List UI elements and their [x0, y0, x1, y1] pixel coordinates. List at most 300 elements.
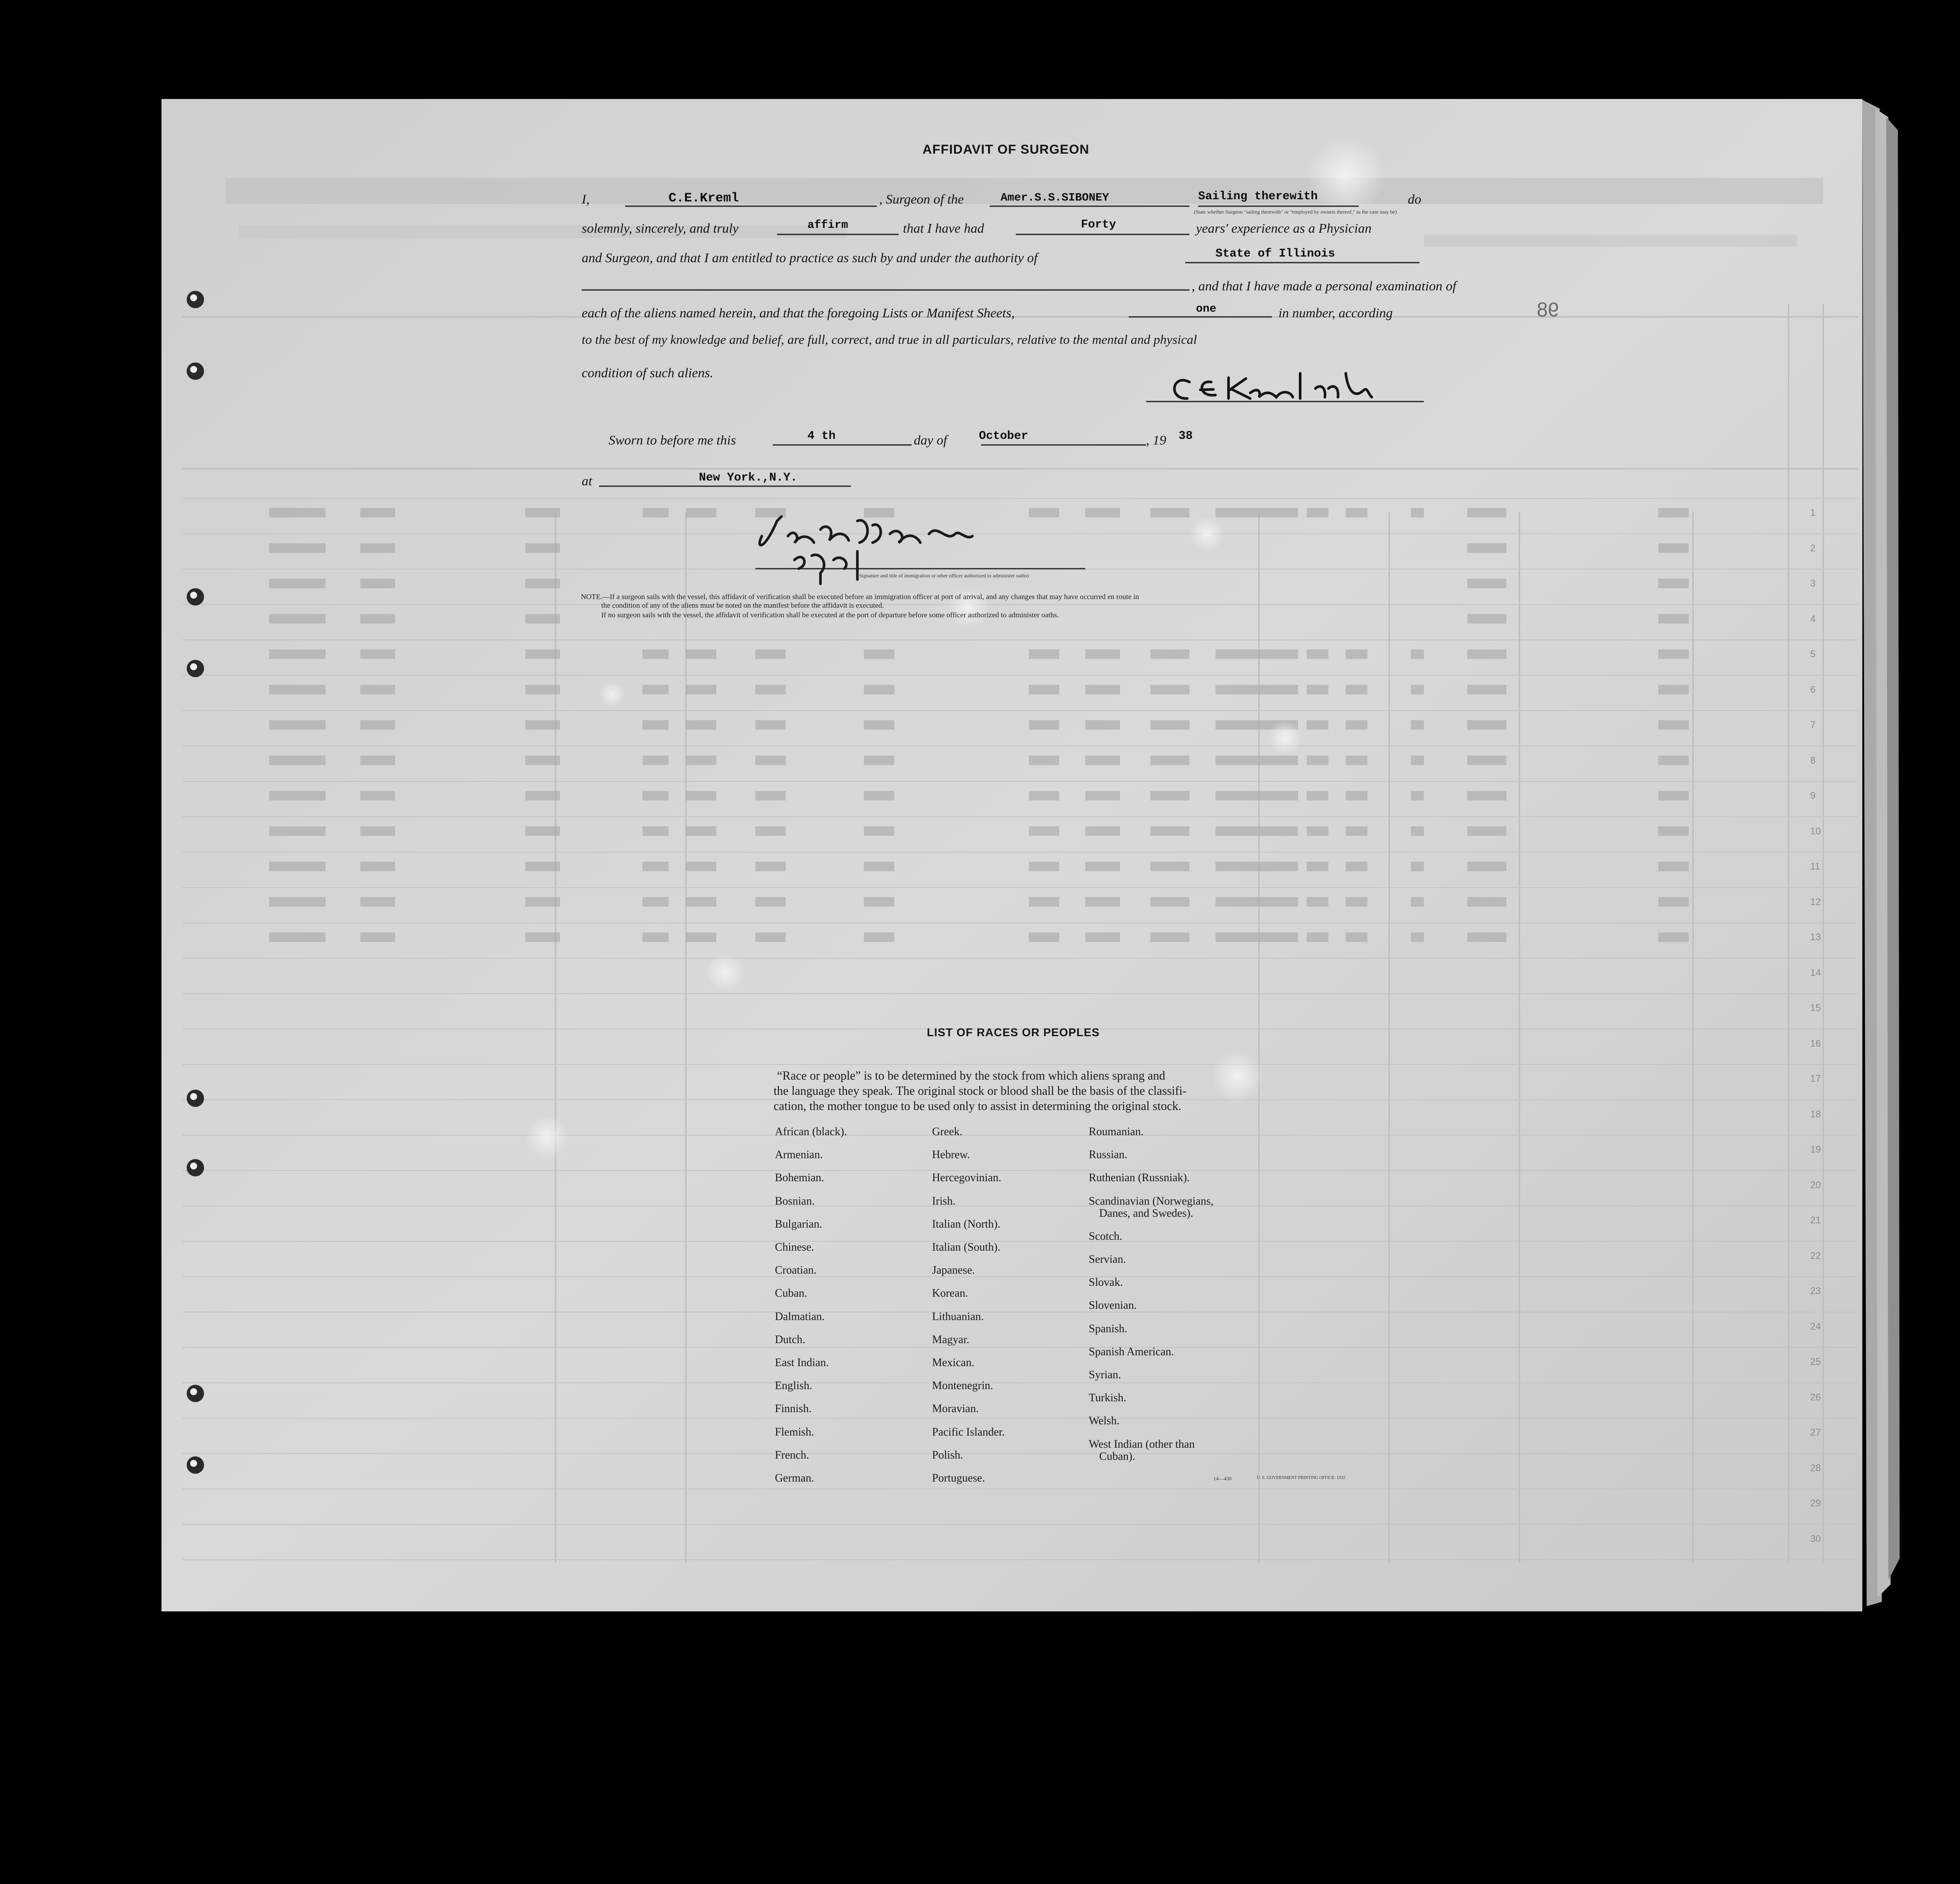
ghost-entry	[1411, 827, 1424, 836]
ghost-entry	[1085, 649, 1120, 659]
ghost-entry	[1029, 932, 1059, 942]
ghost-entry	[1346, 756, 1367, 765]
race-item: Montenegrin.	[932, 1379, 993, 1392]
sworn-month-value: October	[979, 430, 1028, 443]
ghost-entry	[1346, 649, 1367, 659]
years-value: Forty	[1081, 218, 1117, 231]
race-item: Russian.	[1089, 1148, 1127, 1161]
race-item: Scandinavian (Norwegians,	[1089, 1194, 1214, 1207]
race-item: Bosnian.	[775, 1194, 815, 1207]
ghost-entry	[1658, 508, 1689, 517]
ghost-entry	[360, 614, 395, 624]
ghost-entry	[1467, 685, 1506, 695]
race-item: Bohemian.	[775, 1171, 824, 1184]
ghost-entry	[1085, 897, 1120, 907]
ghost-entry	[864, 791, 894, 800]
ghost-entry	[1259, 685, 1298, 695]
ghost-entry	[269, 897, 326, 907]
ghost-entry	[642, 649, 669, 659]
ghost-entry	[269, 649, 326, 659]
ghost-entry	[864, 508, 894, 517]
race-item: Flemish.	[775, 1425, 814, 1438]
affidavit-heading: AFFIDAVIT OF SURGEON	[922, 142, 1090, 157]
race-item: Turkish.	[1089, 1391, 1127, 1404]
row-number: 21	[1810, 1215, 1821, 1225]
ghost-entry	[642, 685, 669, 695]
authority-value: State of Illinois	[1216, 247, 1335, 260]
ghost-entry	[686, 649, 716, 659]
ghost-entry	[1085, 862, 1120, 871]
race-item: Ruthenian (Russniak).	[1089, 1171, 1190, 1184]
ghost-entry	[1150, 649, 1189, 659]
ghost-entry	[1150, 685, 1189, 695]
ghost-entry	[360, 791, 395, 800]
ghost-entry	[1467, 897, 1506, 907]
ghost-entry	[755, 932, 786, 942]
ghost-entry	[1658, 579, 1689, 588]
ghost-entry	[269, 685, 326, 695]
race-item: Servian.	[1089, 1253, 1126, 1265]
do-text: do	[1408, 191, 1421, 207]
ghost-entry	[1307, 685, 1328, 695]
ghost-entry	[1307, 791, 1328, 800]
ghost-entry	[1307, 932, 1328, 942]
ghost-entry	[1216, 720, 1259, 730]
ghost-entry	[1216, 791, 1259, 800]
race-item: Roumanian.	[1089, 1125, 1144, 1138]
ghost-entry	[1216, 685, 1259, 695]
races-heading: LIST OF RACES OR PEOPLES	[927, 1026, 1100, 1039]
ghost-entry	[642, 897, 669, 907]
ghost-entry	[269, 579, 326, 588]
capacity-value: Sailing therewith	[1198, 190, 1318, 203]
ghost-entry	[642, 756, 669, 765]
ghost-entry	[1346, 791, 1367, 800]
row-number: 25	[1810, 1356, 1821, 1367]
ghost-entry	[1658, 649, 1689, 659]
race-item: English.	[775, 1379, 812, 1392]
race-item: Korean.	[932, 1287, 968, 1300]
row-number: 26	[1810, 1391, 1821, 1403]
ghost-entry	[360, 720, 395, 730]
ghost-entry	[1216, 897, 1259, 907]
race-item: German.	[775, 1472, 814, 1484]
ghost-entry	[755, 791, 786, 800]
ghost-entry	[864, 685, 894, 695]
ghost-entry	[525, 827, 560, 836]
personal-exam-text: , and that I have made a personal examination of	[1192, 278, 1456, 293]
row-number: 8	[1810, 754, 1816, 766]
ghost-entry	[755, 897, 786, 907]
ghost-entry	[360, 649, 395, 659]
ghost-entry	[1467, 720, 1506, 730]
ghost-entry	[1259, 932, 1298, 942]
sworn-year-value: 38	[1179, 430, 1193, 443]
row-number: 29	[1810, 1498, 1821, 1509]
ghost-entry	[525, 614, 560, 624]
ghost-entry	[525, 685, 560, 695]
row-number: 23	[1810, 1285, 1821, 1296]
race-item: Slovenian.	[1089, 1299, 1137, 1312]
ghost-entry	[1346, 897, 1367, 907]
ghost-entry	[1150, 720, 1189, 730]
ghost-entry	[1029, 649, 1059, 659]
ghost-entry	[755, 720, 786, 730]
ghost-entry	[1029, 508, 1059, 517]
ghost-entry	[1029, 862, 1059, 871]
ghost-entry	[1216, 827, 1259, 836]
ghost-entry	[525, 508, 560, 517]
ghost-entry	[1085, 791, 1120, 800]
ghost-entry	[1411, 897, 1424, 907]
ghost-entry	[360, 579, 395, 588]
ghost-entry	[1346, 862, 1367, 871]
ghost-entry	[1467, 579, 1506, 588]
experience-text: years' experience as a Physician	[1196, 221, 1372, 236]
ghost-entry	[1150, 827, 1189, 836]
race-item: Greek.	[932, 1125, 963, 1138]
ghost-entry	[864, 649, 894, 659]
ghost-entry	[642, 508, 669, 517]
ghost-entry	[1467, 932, 1506, 942]
ghost-entry	[1658, 932, 1689, 942]
ghost-entry	[755, 685, 786, 695]
ghost-entry	[1216, 756, 1259, 765]
ghost-entry	[1150, 756, 1189, 765]
ghost-entry	[1658, 685, 1689, 695]
ghost-entry	[1307, 756, 1328, 765]
race-item: Portuguese.	[932, 1472, 985, 1484]
race-item: Syrian.	[1089, 1368, 1121, 1381]
ghost-entry	[1658, 862, 1689, 871]
ghost-entry	[1467, 862, 1506, 871]
race-item: Welsh.	[1089, 1414, 1120, 1427]
row-number: 27	[1810, 1427, 1821, 1438]
ghost-entry	[642, 827, 669, 836]
ghost-entry	[1029, 756, 1059, 765]
row-number: 19	[1810, 1144, 1821, 1155]
ghost-entry	[525, 791, 560, 800]
ghost-entry	[1085, 720, 1120, 730]
document-page	[161, 99, 1862, 1611]
ghost-entry	[269, 862, 326, 871]
ghost-entry	[642, 932, 669, 942]
ghost-entry	[360, 862, 395, 871]
manifest-sheets-text: each of the aliens named herein, and that the foregoing Lists or Manifest Sheets,	[582, 305, 1015, 320]
ghost-entry	[1467, 649, 1506, 659]
ghost-entry	[1467, 543, 1506, 553]
row-number: 16	[1810, 1038, 1821, 1049]
ghost-entry	[686, 756, 716, 765]
race-item: Cuban).	[1099, 1449, 1136, 1462]
ghost-entry	[1346, 720, 1367, 730]
ghost-entry	[360, 932, 395, 942]
ghost-entry	[1259, 897, 1298, 907]
ghost-entry	[1307, 862, 1328, 871]
ghost-entry	[1085, 756, 1120, 765]
row-number: 24	[1810, 1321, 1821, 1332]
race-item: Hebrew.	[932, 1148, 970, 1161]
race-item: Danes, and Swedes).	[1099, 1206, 1193, 1219]
ghost-entry	[525, 543, 560, 553]
ghost-entry	[1346, 827, 1367, 836]
solemnly-text: solemnly, sincerely, and truly	[582, 221, 739, 236]
ghost-entry	[1411, 791, 1424, 800]
printer-imprint: U. S. GOVERNMENT PRINTING OFFICE: 1932	[1257, 1476, 1345, 1480]
race-item: Lithuanian.	[932, 1310, 984, 1323]
ghost-entry	[525, 579, 560, 588]
ghost-entry	[360, 508, 395, 517]
ghost-entry	[1307, 649, 1328, 659]
race-item: Croatian.	[775, 1264, 817, 1277]
ghost-entry	[642, 791, 669, 800]
ghost-entry	[525, 756, 560, 765]
ghost-entry	[1411, 508, 1424, 517]
row-number: 15	[1810, 1002, 1821, 1013]
ghost-entry	[1259, 756, 1298, 765]
ghost-entry	[686, 897, 716, 907]
row-number: 28	[1810, 1462, 1821, 1473]
ghost-entry	[864, 720, 894, 730]
race-item: French.	[775, 1448, 809, 1461]
ghost-entry	[686, 685, 716, 695]
ghost-entry	[525, 897, 560, 907]
officer-hint: (Signature and title of immigration or other officer authorized to administer oaths)	[857, 573, 1029, 579]
ghost-entry	[1029, 827, 1059, 836]
ghost-entry	[1658, 827, 1689, 836]
races-intro-2: the language they speak. The original stock or blood shall be the basis of the classifi-	[774, 1084, 1187, 1098]
ghost-entry	[269, 614, 326, 624]
ghost-entry	[1658, 791, 1689, 800]
ghost-entry	[1411, 862, 1424, 871]
ghost-entry	[1658, 897, 1689, 907]
race-item: Scotch.	[1089, 1229, 1123, 1242]
mirrored-subtitle-bleed	[239, 226, 847, 238]
place-value: New York.,N.Y.	[699, 471, 797, 484]
ghost-entry	[1259, 649, 1298, 659]
row-number: 10	[1810, 825, 1821, 837]
ghost-entry	[1029, 720, 1059, 730]
ghost-entry	[686, 932, 716, 942]
ghost-entry	[642, 862, 669, 871]
ghost-entry	[525, 932, 560, 942]
ghost-entry	[269, 791, 326, 800]
ghost-entry	[269, 508, 326, 517]
ghost-entry	[755, 649, 786, 659]
ghost-entry	[1307, 720, 1328, 730]
race-item: Mexican.	[932, 1356, 975, 1369]
race-item: Hercegovinian.	[932, 1171, 1001, 1184]
ghost-entry	[864, 932, 894, 942]
ghost-entry	[755, 827, 786, 836]
ghost-entry	[1467, 614, 1506, 624]
ghost-entry	[1411, 932, 1424, 942]
ghost-entry	[269, 827, 326, 836]
row-number: 2	[1810, 542, 1816, 553]
race-item: Slovak.	[1089, 1276, 1123, 1289]
race-item: Armenian.	[775, 1148, 823, 1161]
race-item: West Indian (other than	[1089, 1437, 1195, 1450]
ghost-entry	[686, 862, 716, 871]
ghost-entry	[1467, 756, 1506, 765]
ghost-entry	[1411, 649, 1424, 659]
authority-text: and Surgeon, and that I am entitled to practice as such by and under the authority of	[582, 250, 1038, 265]
knowledge-text: to the best of my knowledge and belief, are full, correct, and true in all particulars, relative to the mental and physical	[582, 333, 1197, 347]
ghost-entry	[1029, 791, 1059, 800]
race-item: Italian (South).	[932, 1241, 1001, 1253]
row-number: 1	[1810, 507, 1816, 518]
form-number: 14—430	[1213, 1476, 1232, 1482]
ghost-entry	[1307, 508, 1328, 517]
row-number: 30	[1810, 1533, 1821, 1544]
ghost-entry	[686, 791, 716, 800]
ghost-entry	[1411, 685, 1424, 695]
surgeon-of-the-text: , Surgeon of the	[879, 191, 964, 207]
ghost-entry	[1658, 720, 1689, 730]
race-item: Polish.	[932, 1448, 963, 1461]
row-number: 22	[1810, 1250, 1821, 1261]
row-number: 4	[1810, 613, 1816, 624]
ghost-entry	[525, 649, 560, 659]
vessel-value: Amer.S.S.SIBONEY	[1001, 191, 1109, 204]
bleed-page-number: 98	[1537, 298, 1559, 321]
ghost-entry	[1259, 827, 1298, 836]
row-number: 14	[1810, 967, 1821, 978]
ghost-entry	[1259, 791, 1298, 800]
race-item: Bulgarian.	[775, 1217, 823, 1230]
row-number: 18	[1810, 1108, 1821, 1120]
ghost-entry	[1216, 508, 1259, 517]
ghost-entry	[642, 720, 669, 730]
race-item: East Indian.	[775, 1356, 829, 1369]
note-line-3: If no surgeon sails with the vessel, the affidavit of verification shall be executed at the port of departure before some officer authorized to administer oaths.	[601, 611, 1059, 619]
ghost-entry	[755, 862, 786, 871]
at-text: at	[582, 473, 593, 488]
race-item: Pacific Islander.	[932, 1425, 1005, 1438]
sworn-day-value: 4 th	[807, 430, 836, 443]
ghost-entry	[1150, 897, 1189, 907]
row-number: 12	[1810, 896, 1821, 907]
ghost-entry	[1658, 614, 1689, 624]
row-number: 7	[1810, 719, 1816, 730]
ghost-entry	[1346, 508, 1367, 517]
ghost-entry	[1085, 827, 1120, 836]
ghost-entry	[1259, 508, 1298, 517]
row-number: 11	[1810, 861, 1820, 872]
ghost-entry	[269, 543, 326, 553]
ghost-entry	[1346, 932, 1367, 942]
row-number: 3	[1810, 578, 1816, 589]
condition-text: condition of such aliens.	[582, 365, 714, 380]
note-line-1: NOTE.—If a surgeon sails with the vessel, this affidavit of verification shall be executed before an immigration officer at port of arrival, and any changes that may have occurred en route in	[581, 593, 1139, 601]
in-number-text: in number, according	[1278, 305, 1393, 320]
sheets-value: one	[1196, 302, 1216, 315]
ghost-entry	[1216, 932, 1259, 942]
ghost-entry	[864, 827, 894, 836]
capacity-hint: (State whether Surgeon "sailing therewith" or "employed by owners thereof," as the case may be)	[1194, 209, 1397, 215]
sworn-text: Sworn to before me this	[609, 432, 736, 448]
ghost-entry	[360, 897, 395, 907]
ghost-entry	[864, 862, 894, 871]
mirrored-subtitle-bleed-2	[1424, 234, 1797, 247]
ghost-entry	[1216, 862, 1259, 871]
ghost-entry	[864, 897, 894, 907]
race-item: Moravian.	[932, 1402, 979, 1415]
ghost-entry	[1150, 862, 1189, 871]
ghost-entry	[360, 543, 395, 553]
ghost-entry	[360, 756, 395, 765]
row-number: 13	[1810, 932, 1821, 942]
ghost-entry	[686, 508, 716, 517]
ghost-entry	[1467, 827, 1506, 836]
row-number: 5	[1810, 649, 1816, 659]
race-item: African (black).	[775, 1125, 847, 1138]
races-intro-3: cation, the mother tongue to be used only to assist in determining the original stock.	[774, 1100, 1182, 1113]
ghost-entry	[1085, 508, 1120, 517]
ghost-entry	[360, 685, 395, 695]
ghost-entry	[1150, 508, 1189, 517]
ghost-entry	[755, 756, 786, 765]
ghost-entry	[1411, 720, 1424, 730]
year-prefix-text: , 19	[1146, 432, 1166, 448]
ghost-entry	[1658, 756, 1689, 765]
race-item: Irish.	[932, 1194, 956, 1207]
oath-value: affirm	[807, 218, 848, 231]
ghost-entry	[1467, 791, 1506, 800]
race-item: Magyar.	[932, 1333, 969, 1346]
row-number: 17	[1810, 1073, 1821, 1084]
day-of-text: day of	[914, 432, 947, 448]
race-item: Japanese.	[932, 1264, 975, 1277]
have-had-text: that I have had	[903, 221, 984, 236]
ghost-entry	[1085, 685, 1120, 695]
note-line-2: the condition of any of the aliens must be noted on the manifest before the affidavit is executed.	[601, 601, 884, 609]
ghost-entry	[269, 932, 326, 942]
ghost-entry	[1467, 508, 1506, 517]
row-number: 9	[1810, 790, 1816, 801]
ghost-entry	[686, 720, 716, 730]
ghost-entry	[525, 720, 560, 730]
ghost-entry	[1346, 685, 1367, 695]
ghost-entry	[1029, 897, 1059, 907]
ghost-entry	[1085, 932, 1120, 942]
races-intro-1: “Race or people” is to be determined by the stock from which aliens sprang and	[777, 1069, 1166, 1083]
ghost-entry	[864, 756, 894, 765]
race-item: Spanish American.	[1089, 1345, 1174, 1358]
race-item: Spanish.	[1089, 1322, 1127, 1335]
pronoun-i: I,	[582, 191, 590, 207]
ghost-entry	[1259, 862, 1298, 871]
row-number: 6	[1810, 684, 1816, 695]
ghost-entry	[1216, 649, 1259, 659]
ghost-entry	[686, 827, 716, 836]
ghost-entry	[1150, 932, 1189, 942]
ghost-entry	[1029, 685, 1059, 695]
race-item: Chinese.	[775, 1241, 814, 1253]
ghost-entry	[1658, 543, 1689, 553]
ghost-entry	[525, 862, 560, 871]
page-edges	[1862, 100, 1900, 1606]
race-item: Dutch.	[775, 1333, 806, 1346]
ghost-entry	[1150, 791, 1189, 800]
ghost-entry	[360, 827, 395, 836]
row-number: 20	[1810, 1179, 1821, 1190]
race-item: Italian (North).	[932, 1217, 1001, 1230]
race-item: Dalmatian.	[775, 1310, 825, 1323]
ghost-entry	[1307, 897, 1328, 907]
ghost-entry	[269, 756, 326, 765]
ghost-entry	[269, 720, 326, 730]
